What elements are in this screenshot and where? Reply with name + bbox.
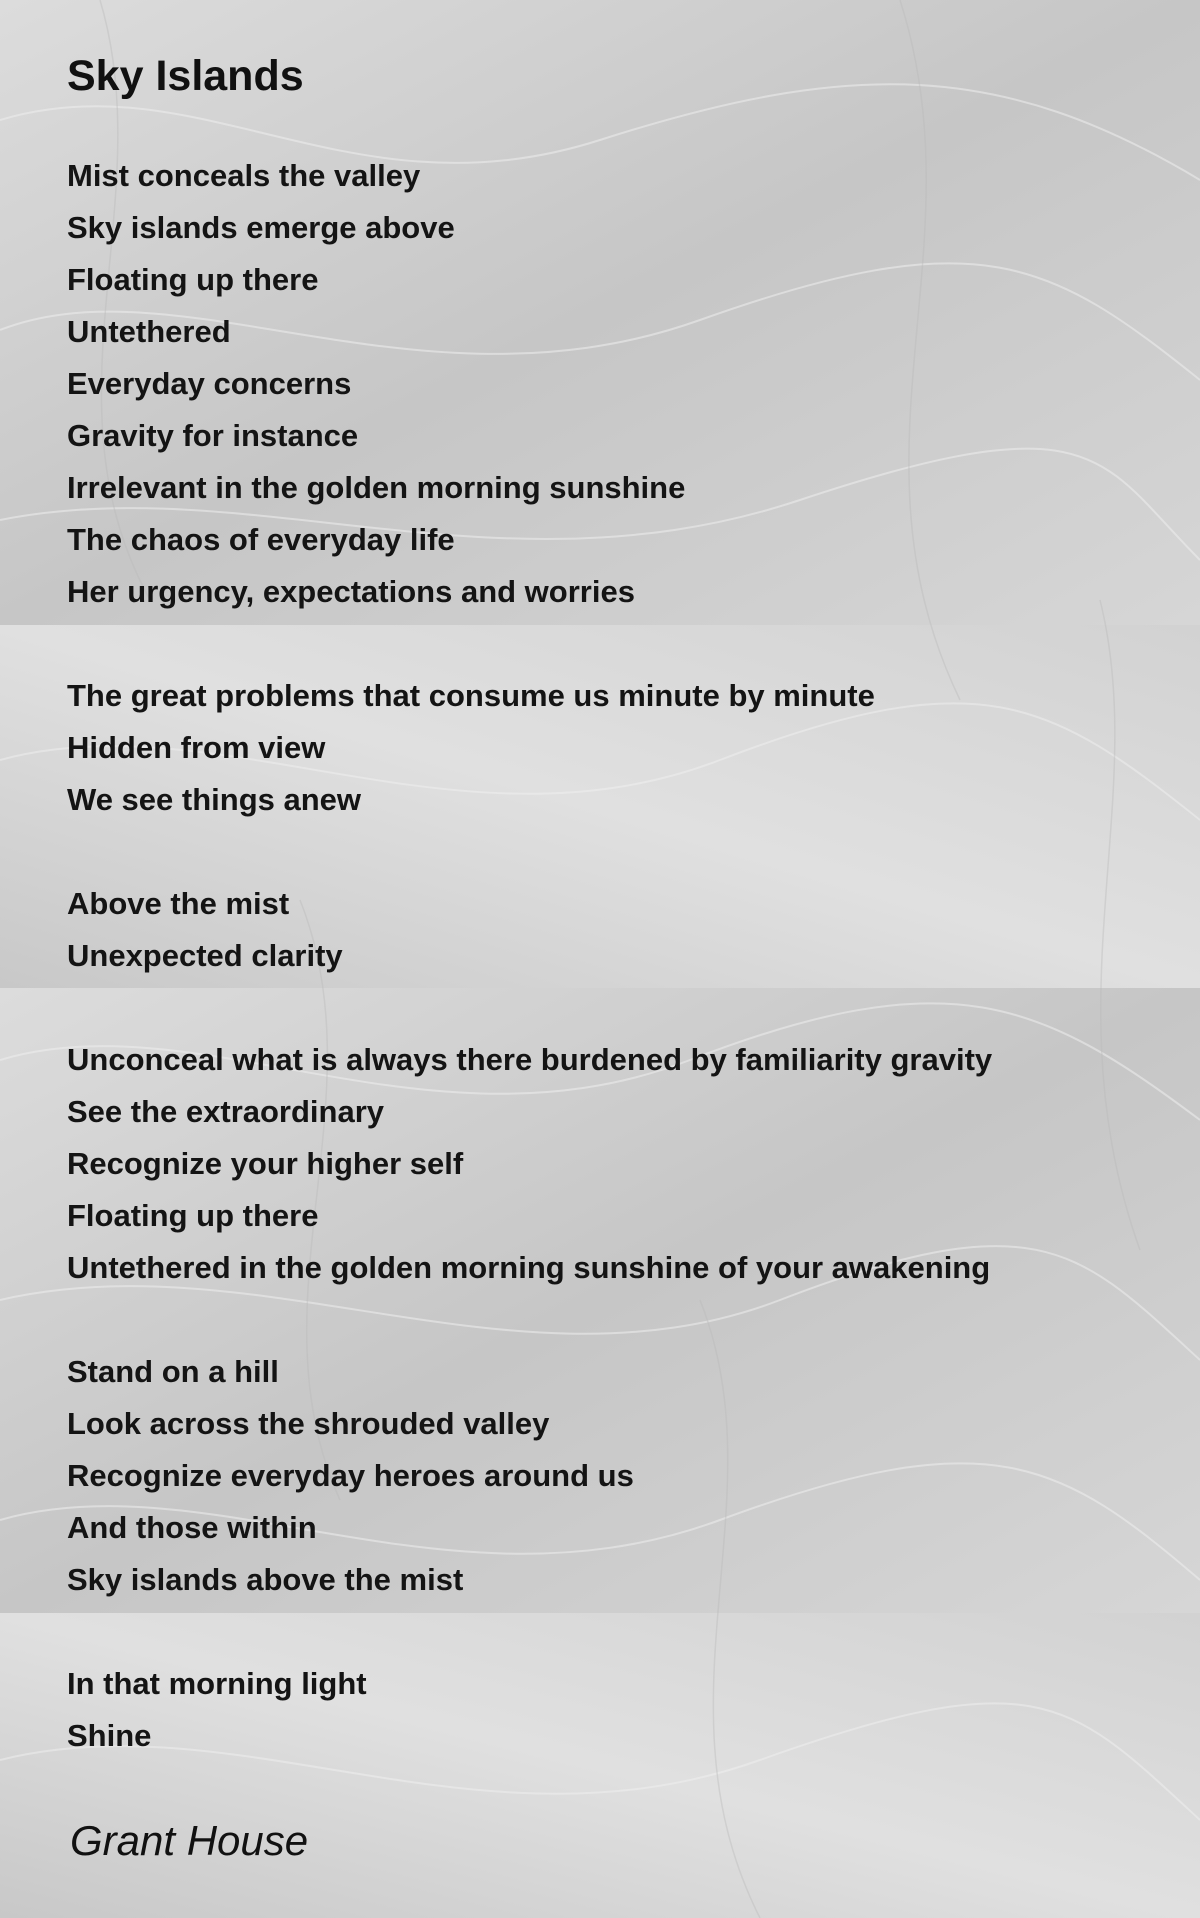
- poem-line: Irrelevant in the golden morning sunshine: [67, 470, 686, 505]
- poem-line: Unexpected clarity: [67, 938, 343, 973]
- poem-body: [67, 150, 1167, 1814]
- poem-line: Floating up there: [67, 262, 319, 297]
- poem-line: Above the mist: [67, 886, 290, 921]
- poem-line: Sky islands above the mist: [67, 1562, 464, 1597]
- stanza-6: [67, 1658, 1167, 1762]
- poem-line: Recognize everyday heroes around us: [67, 1458, 634, 1493]
- stanza-4: [67, 1034, 1167, 1294]
- poem-line: Shine: [67, 1718, 152, 1753]
- stanza-5: [67, 1346, 1167, 1606]
- poem-line: Hidden from view: [67, 730, 326, 765]
- poem-line: The chaos of everyday life: [67, 522, 455, 557]
- poem-line: In that morning light: [67, 1666, 367, 1701]
- poem-line: And those within: [67, 1510, 317, 1545]
- poem-line: Untethered: [67, 314, 231, 349]
- poem-line: Recognize your higher self: [67, 1146, 464, 1181]
- stanza-3: [67, 878, 1167, 982]
- stanza-1: [67, 150, 1167, 618]
- poem-line: Stand on a hill: [67, 1354, 279, 1389]
- poem-line: See the extraordinary: [67, 1094, 385, 1129]
- poem-line: Unconceal what is always there burdened by familiarity gravity: [67, 1042, 993, 1077]
- stanza-2: [67, 670, 1167, 826]
- poem-line: Floating up there: [67, 1198, 319, 1233]
- poem-line: Everyday concerns: [67, 366, 352, 401]
- poem-line: Sky islands emerge above: [67, 210, 455, 245]
- poem-line: Mist conceals the valley: [67, 158, 421, 193]
- poem-line: Untethered in the golden morning sunshine of your awakening: [67, 1250, 991, 1285]
- poem-line: Gravity for instance: [67, 418, 359, 453]
- poem-line: Her urgency, expectations and worries: [67, 574, 635, 609]
- poem-author: Grant House: [70, 1817, 309, 1864]
- poem-title: Sky Islands: [67, 52, 304, 100]
- poem-line: We see things anew: [67, 782, 362, 817]
- poem-line: The great problems that consume us minute by minute: [67, 678, 875, 713]
- poem-line: Look across the shrouded valley: [67, 1406, 550, 1441]
